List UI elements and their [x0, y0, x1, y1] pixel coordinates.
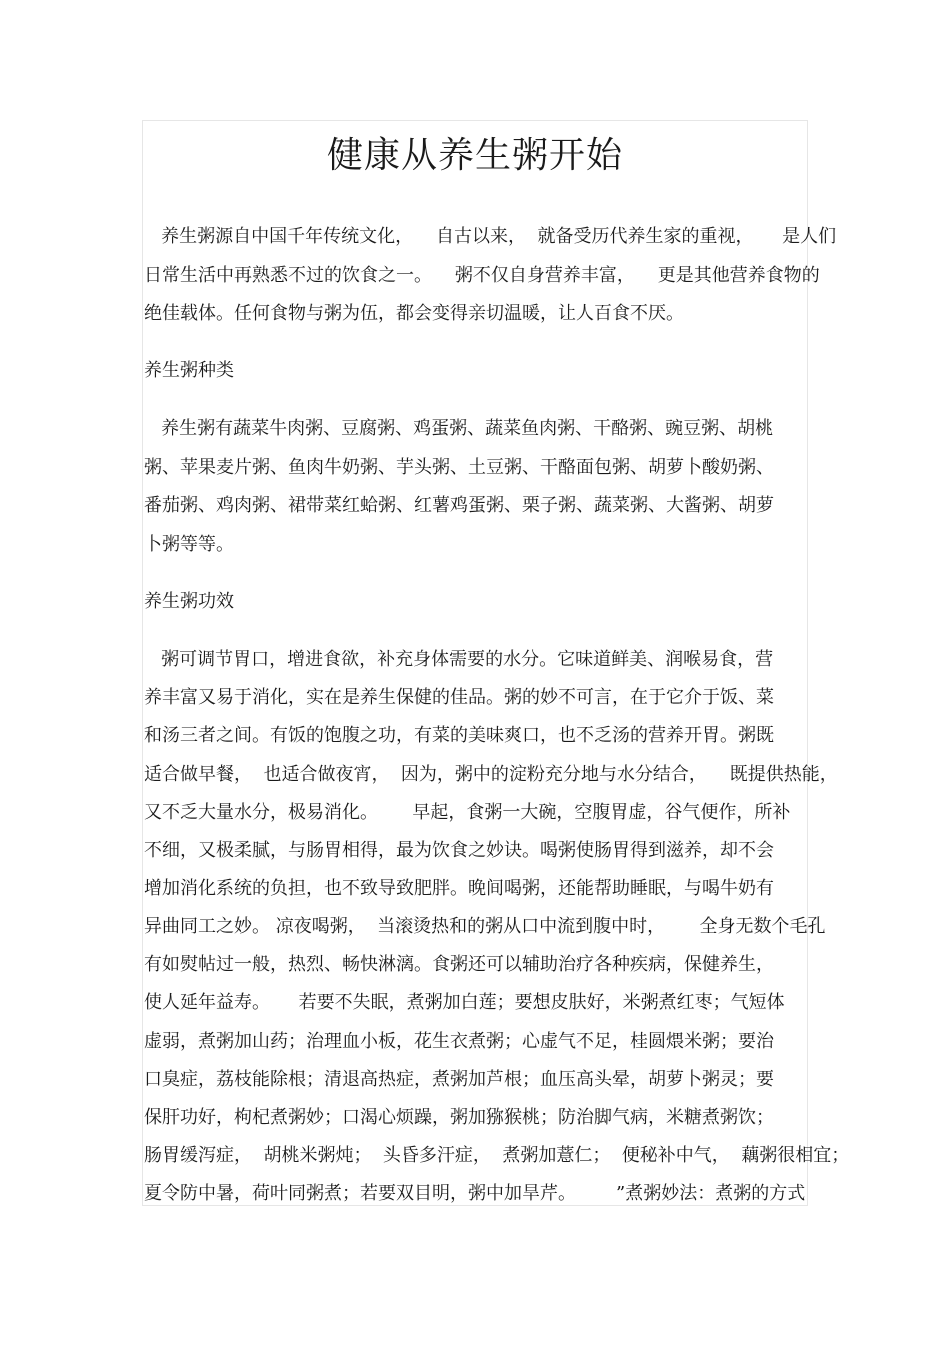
- effects-line: 异曲同工之妙。 凉夜喝粥， 当滚烫热和的粥从口中流到腹中时， 全身无数个毛孔: [144, 916, 826, 937]
- effects-line: 增加消化系统的负担，也不致导致肥胖。晚间喝粥，还能帮助睡眠，与喝牛奶有: [144, 878, 774, 899]
- effects-line: 养丰富又易于消化，实在是养生保健的佳品。粥的妙不可言，在于它介于饭、菜: [144, 687, 774, 708]
- intro-line: 日常生活中再熟悉不过的饮食之一。 粥不仅自身营养丰富， 更是其他营养食物的: [144, 265, 820, 286]
- section-heading-types: 养生粥种类: [144, 360, 234, 381]
- types-line: 粥、苹果麦片粥、鱼肉牛奶粥、芋头粥、土豆粥、干酪面包粥、胡萝卜酸奶粥、: [144, 457, 774, 478]
- effects-line: 和汤三者之间。有饭的饱腹之功，有菜的美味爽口，也不乏汤的营养开胃。粥既: [144, 725, 774, 746]
- effects-line: 夏令防中暑，荷叶同粥煮；若要双目明，粥中加旱芹。 ”煮粥妙法：煮粥的方式: [144, 1183, 806, 1204]
- effects-line: 虚弱，煮粥加山药；治理血小板，花生衣煮粥；心虚气不足，桂圆煨米粥；要治: [144, 1031, 774, 1052]
- intro-line: 绝佳载体。任何食物与粥为伍，都会变得亲切温暖，让人百食不厌。: [144, 303, 684, 324]
- section-heading-effects: 养生粥功效: [144, 591, 234, 612]
- effects-line: 口臭症，荔枝能除根；清退高热症，煮粥加芦根；血压高头晕，胡萝卜粥灵；要: [144, 1069, 774, 1090]
- effects-line: 不细，又极柔腻，与肠胃相得，最为饮食之妙诀。喝粥使肠胃得到滋养，却不会: [144, 840, 774, 861]
- effects-line: 适合做早餐， 也适合做夜宵， 因为，粥中的淀粉充分地与水分结合， 既提供热能，: [144, 764, 838, 785]
- effects-line: 粥可调节胃口，增进食欲，补充身体需要的水分。它味道鲜美、润喉易食，营: [144, 649, 774, 670]
- effects-line: 使人延年益寿。 若要不失眠，煮粥加白莲；要想皮肤好，米粥煮红枣；气短体: [144, 992, 785, 1013]
- document-title: 健康从养生粥开始: [326, 135, 623, 176]
- effects-line: 肠胃缓泻症， 胡桃米粥炖； 头昏多汗症， 煮粥加薏仁； 便秘补中气， 藕粥很相宜；: [144, 1145, 850, 1166]
- effects-line: 又不乏大量水分，极易消化。 早起，食粥一大碗，空腹胃虚，谷气便作，所补: [144, 802, 791, 823]
- effects-line: 保肝功好，枸杞煮粥妙；口渴心烦躁，粥加猕猴桃；防治脚气病，米糖煮粥饮；: [144, 1107, 774, 1128]
- intro-line: 养生粥源自中国千年传统文化， 自古以来， 就备受历代养生家的重视， 是人们: [144, 226, 837, 247]
- types-line: 卜粥等等。: [144, 534, 234, 555]
- types-line: 养生粥有蔬菜牛肉粥、豆腐粥、鸡蛋粥、蔬菜鱼肉粥、干酪粥、豌豆粥、胡桃: [144, 418, 774, 439]
- types-line: 番茄粥、鸡肉粥、裙带菜红蛤粥、红薯鸡蛋粥、栗子粥、蔬菜粥、大酱粥、胡萝: [144, 495, 774, 516]
- effects-line: 有如熨帖过一般，热烈、畅快淋漓。食粥还可以辅助治疗各种疾病，保健养生，: [144, 954, 774, 975]
